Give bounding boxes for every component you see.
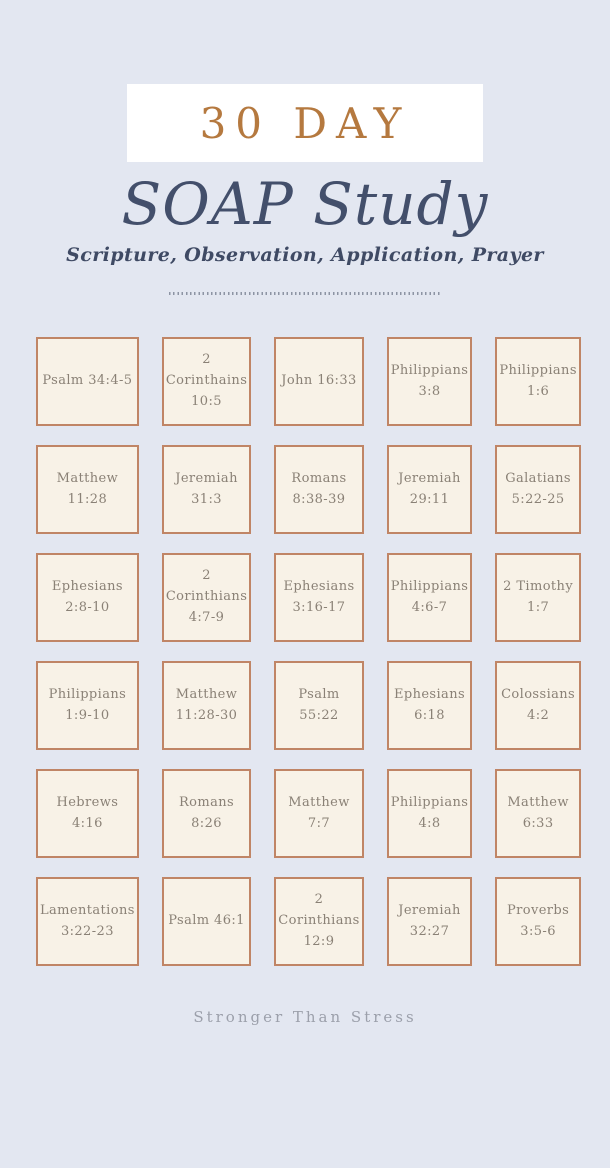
verse-cell: Jeremiah 29:11 xyxy=(387,445,473,534)
verse-cell: Philippians 4:8 xyxy=(387,769,473,858)
verse-cell: Lamentations 3:22-23 xyxy=(36,877,139,966)
soap-study-poster xyxy=(0,84,610,1168)
verse-cell: Philippians 1:9-10 xyxy=(36,661,139,750)
verse-cell: Romans 8:38-39 xyxy=(274,445,363,534)
verse-cell: Romans 8:26 xyxy=(162,769,251,858)
verse-cell: Ephesians 6:18 xyxy=(387,661,473,750)
verse-cell: Psalm 46:1 xyxy=(162,877,251,966)
page-title: SOAP Study xyxy=(121,170,489,238)
verse-cell: Matthew 7:7 xyxy=(274,769,363,858)
verse-cell: Philippians 3:8 xyxy=(387,337,473,426)
verse-cell: Jeremiah 32:27 xyxy=(387,877,473,966)
header-badge-band xyxy=(127,84,483,162)
verse-cell: Matthew 11:28 xyxy=(36,445,139,534)
verse-cell: 2 Corinthians 12:9 xyxy=(274,877,363,966)
verse-cell: 2 Corinthains 10:5 xyxy=(162,337,251,426)
dotted-divider xyxy=(169,292,441,295)
verse-cell: Philippians 4:6-7 xyxy=(387,553,473,642)
footer-brand: Stronger Than Stress xyxy=(193,1008,417,1026)
verse-cell: Psalm 55:22 xyxy=(274,661,363,750)
verse-cell: Matthew 6:33 xyxy=(495,769,581,858)
verse-cell: Galatians 5:22-25 xyxy=(495,445,581,534)
verse-cell: Matthew 11:28-30 xyxy=(162,661,251,750)
verse-cell: Jeremiah 31:3 xyxy=(162,445,251,534)
verse-cell: 2 Corinthians 4:7-9 xyxy=(162,553,251,642)
verse-cell: Psalm 34:4-5 xyxy=(36,337,139,426)
header-badge-text: 30 DAY xyxy=(199,98,411,148)
verse-cell: Hebrews 4:16 xyxy=(36,769,139,858)
verse-cell: Ephesians 2:8-10 xyxy=(36,553,139,642)
verse-cell: Ephesians 3:16-17 xyxy=(274,553,363,642)
verse-cell: John 16:33 xyxy=(274,337,363,426)
page-subtitle: Scripture, Observation, Application, Prayer xyxy=(66,244,544,266)
verse-grid xyxy=(36,337,577,966)
verse-cell: Colossians 4:2 xyxy=(495,661,581,750)
verse-cell: Proverbs 3:5-6 xyxy=(495,877,581,966)
verse-cell: Philippians 1:6 xyxy=(495,337,581,426)
verse-cell: 2 Timothy 1:7 xyxy=(495,553,581,642)
